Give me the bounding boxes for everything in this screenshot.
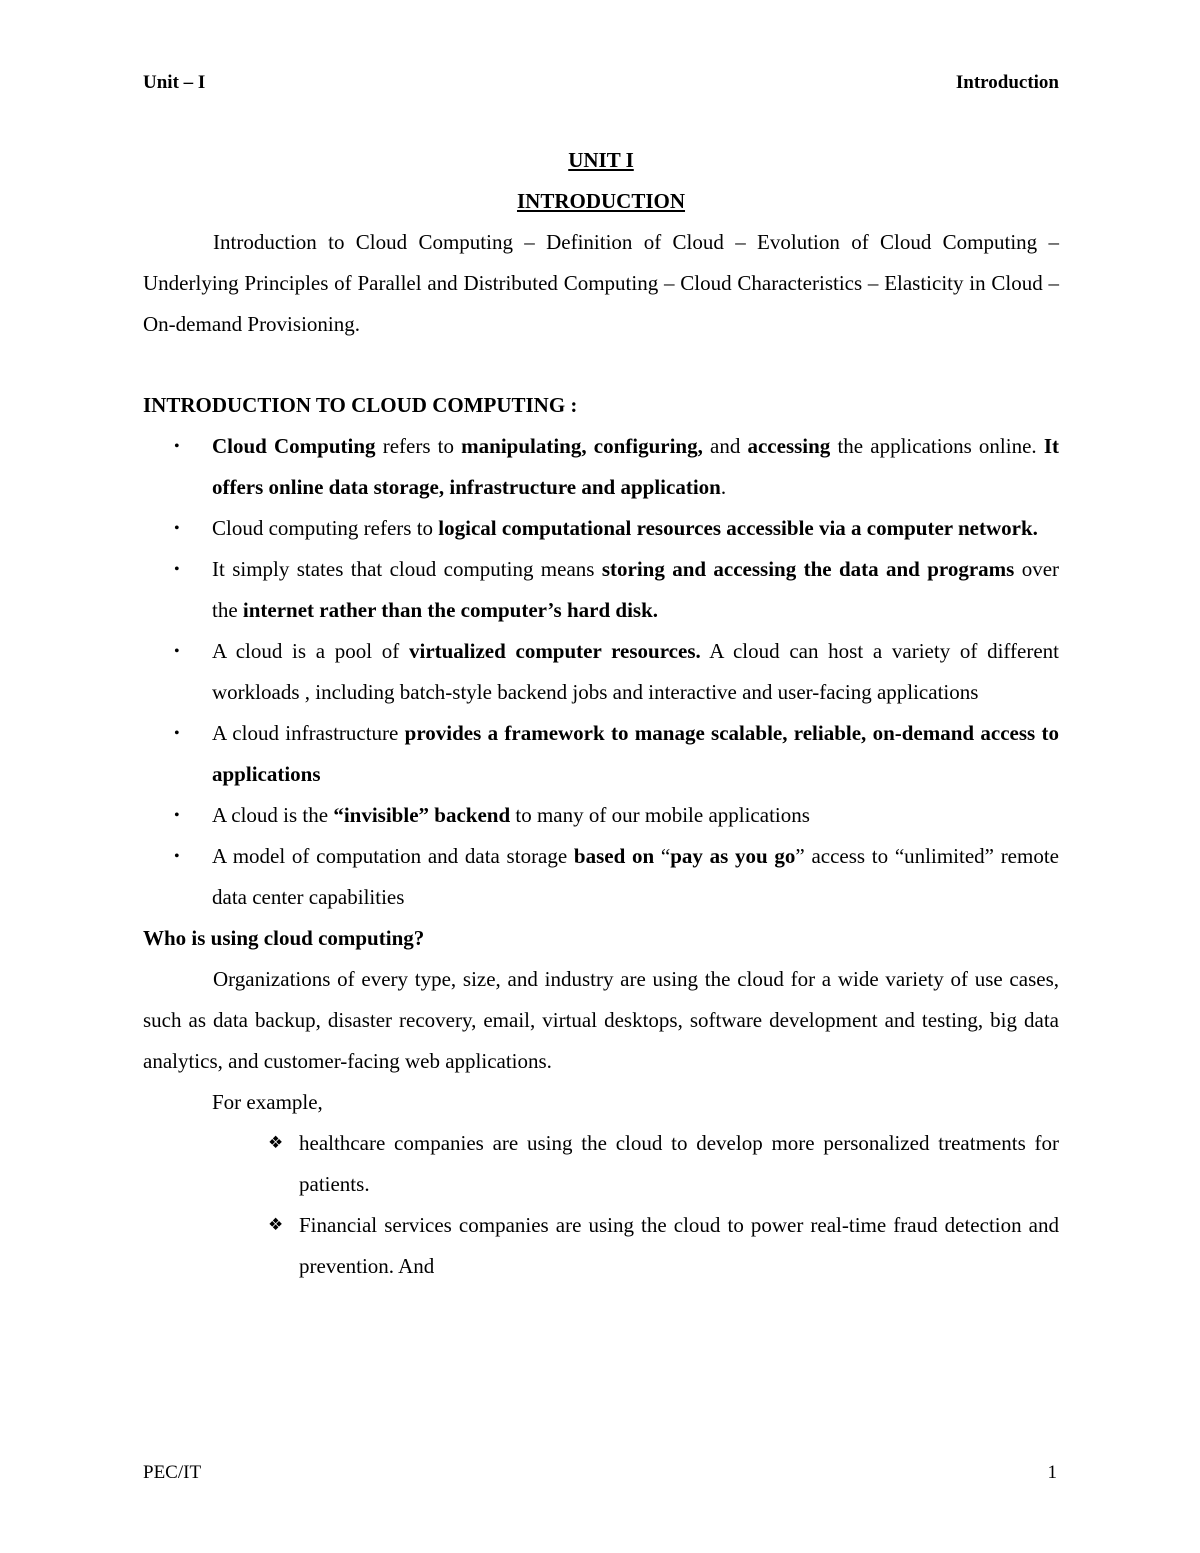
text: A cloud is a pool of [212, 639, 409, 663]
text: healthcare companies are using the cloud to develop more personalized treatments for patients. [299, 1131, 1059, 1196]
bold-text: pay as you go [670, 844, 796, 868]
bullet-icon: • [174, 807, 180, 824]
text: refers to [375, 434, 462, 458]
page-content [143, 140, 1059, 1287]
running-header-title: Introduction [955, 72, 1059, 93]
bold-text: logical computational resources accessible via a computer network. [438, 516, 1038, 540]
bold-text: provides a framework to manage scalable, reliable, on-demand access to applications [212, 721, 1059, 786]
text: A cloud can host a variety of different workloads , including batch-style backend jobs and interactive and user-facing applications [212, 639, 1059, 704]
section-heading-who: Who is using cloud computing? [143, 926, 425, 950]
text: A model of computation and data storage [212, 844, 574, 868]
text: ” access to “unlimited” remote data center capabilities [212, 844, 1059, 909]
list-item [143, 713, 1059, 795]
bold-text: accessing [747, 434, 831, 458]
bold-text: internet rather than the computer’s hard disk. [242, 598, 659, 622]
list-item [143, 631, 1059, 713]
list-item [143, 549, 1059, 631]
bold-text: Cloud Computing [212, 434, 376, 458]
bold-text: virtualized computer resources. [408, 639, 701, 663]
page-number: 1 [1047, 1462, 1057, 1483]
bold-text: based on [573, 844, 655, 868]
chapter-title: INTRODUCTION [516, 189, 686, 213]
text: A cloud is the [212, 803, 334, 827]
list-item [143, 508, 1059, 549]
text: Financial services companies are using the cloud to power real-time fraud detection and prevention. And [299, 1213, 1059, 1278]
text: . [720, 475, 727, 499]
running-header-unit: Unit – I [143, 72, 206, 93]
text: “ [654, 844, 671, 868]
bullet-icon: • [174, 561, 180, 578]
section-heading-intro: INTRODUCTION TO CLOUD COMPUTING : [143, 393, 578, 417]
example-lead: For example, [212, 1090, 323, 1114]
text: and [702, 434, 748, 458]
bold-text: manipulating, configuring, [461, 434, 703, 458]
text: It simply states that cloud computing means [212, 557, 602, 581]
bold-text: storing and accessing the data and programs [601, 557, 1015, 581]
organizations-paragraph: Organizations of every type, size, and industry are using the cloud for a wide variety of use cases, such as data backup, disaster recovery, email, virtual desktops, software development and testing, big data analytics, and customer-facing web applications. [143, 967, 1059, 1073]
list-item [143, 1205, 1059, 1287]
text: over the [212, 557, 1060, 622]
diamond-bullet-icon: ❖ [268, 1133, 284, 1153]
bold-text: “invisible” backend [333, 803, 511, 827]
text: to many of our mobile applications [510, 803, 810, 827]
text: Cloud computing refers to [212, 516, 439, 540]
list-item [143, 1123, 1059, 1205]
text: A cloud infrastructure [212, 721, 405, 745]
text: the applications online. [830, 434, 1044, 458]
unit-title: UNIT I [568, 148, 634, 172]
list-item [143, 836, 1059, 918]
bullet-icon: • [174, 438, 180, 455]
spacer [143, 345, 1059, 385]
bullet-icon: • [174, 643, 180, 660]
intro-bullet-list [143, 426, 1059, 918]
bullet-icon: • [174, 520, 180, 537]
footer-department: PEC/IT [143, 1462, 202, 1483]
list-item [143, 795, 1059, 836]
bullet-icon: • [174, 848, 180, 865]
syllabus-paragraph: Introduction to Cloud Computing – Definition of Cloud – Evolution of Cloud Computing – Underlying Principles of Parallel and Distributed Computing – Cloud Characteristics – Elasticity in Cloud – On-demand Provisioning. [143, 230, 1059, 336]
list-item [143, 426, 1059, 508]
diamond-bullet-icon: ❖ [268, 1215, 284, 1235]
bullet-icon: • [174, 725, 180, 742]
example-list [143, 1123, 1059, 1287]
bold-text: It offers online data storage, infrastructure and application [212, 434, 1059, 499]
